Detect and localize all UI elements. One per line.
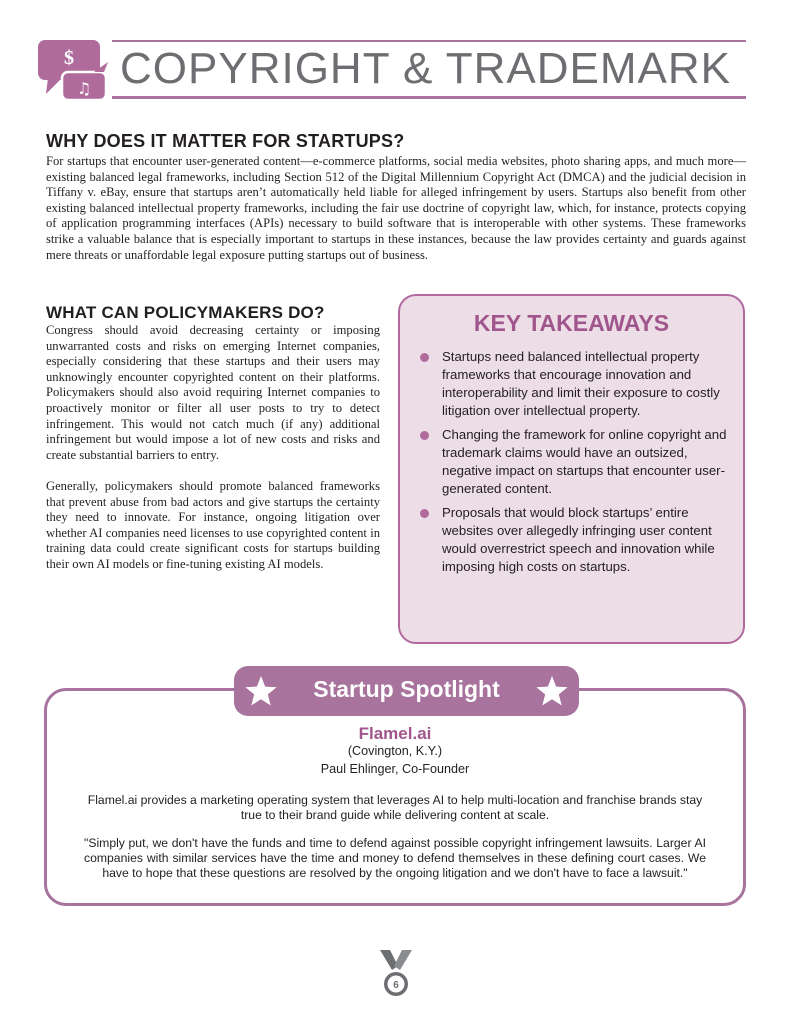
spotlight-description: Flamel.ai provides a marketing operating system that leverages AI to help multi-location and franchise brands stay true to their brand guide while delivering content at scale. xyxy=(87,793,703,822)
policy-paragraph-1: Congress should avoid decreasing certainty or imposing unwarranted costs and risks on emerging Internet companies, especially considering that these startups and their users may unknowingly encounter copyrighted content on their platforms. Policymakers should also avoid requiring Internet companies to proactively monitor or filter all user posts to try to detect infringement. This would not catch much (if any) additional infringement but would impose a lot of new costs and risks and create substantial barriers to entry. xyxy=(46,323,380,462)
svg-text:♫: ♫ xyxy=(76,79,92,98)
section-heading-why: WHY DOES IT MATTER FOR STARTUPS? xyxy=(46,131,405,151)
bullet-icon xyxy=(420,431,429,440)
spotlight-banner-label: Startup Spotlight xyxy=(313,676,500,702)
key-takeaways-title: KEY TAKEAWAYS xyxy=(473,310,670,336)
takeaway-text: Startups need balanced intellectual property frameworks that encourage innovation and interoperability and limit their exposure to costly litigation over intellectual property. xyxy=(442,349,720,418)
page-header xyxy=(38,38,746,100)
star-icon xyxy=(535,674,569,708)
key-takeaways-list xyxy=(418,348,728,582)
spotlight-quote: "Simply put, we don't have the funds and time to defend against possible copyright infringement lawsuits. Larger AI companies with similar services have the time and money to defend themselves in these defining court cases. We have to hope that these questions are resolved by the ongoing litigation and we don't have to face a lawsuit." xyxy=(84,836,706,880)
bullet-icon xyxy=(420,353,429,362)
takeaway-text: Proposals that would block startups’ entire websites over allegedly infringing user content would overrestrict speech and innovation while imposing high costs on startups. xyxy=(442,505,715,574)
medal-icon xyxy=(378,950,414,998)
takeaway-item xyxy=(418,504,728,576)
why-paragraph: For startups that encounter user-generated content—e-commerce platforms, social media websites, photo sharing apps, and much more—existing balanced legal frameworks, including Section 512 of the Digital Millennium Copyright Act (DMCA) and the judicial decision in Tiffany v. eBay, ensure that startups aren’t automatically held liable for alleged infringement by users. Startups also benefit from other existing balanced intellectual property frameworks, including the fair use doctrine of copyright law, which, for instance, protects copying of application programming interfaces (APIs) necessary to build software that is interoperable with other systems. These frameworks strike a valuable balance that is especially important to startups in these instances, because the law provides certainty and guards against mere threats or unaffordable legal exposure putting startups out of business. xyxy=(46,154,746,262)
takeaway-item xyxy=(418,426,728,498)
policy-paragraph-2: Generally, policymakers should promote balanced frameworks that prevent abuse from bad actors and give startups the certainty they need to innovate. For instance, ongoing litigation over whether AI companies need licenses to use copyrighted content in training data could create significant costs for startups building their own AI models or fine-tuning existing AI models. xyxy=(46,479,380,571)
spotlight-company-name: Flamel.ai xyxy=(358,724,432,743)
key-takeaways-box xyxy=(398,294,745,644)
startup-spotlight-banner xyxy=(234,666,579,716)
page-title: COPYRIGHT & TRADEMARK xyxy=(120,44,732,93)
spotlight-person: Paul Ehlinger, Co-Founder xyxy=(320,762,470,776)
header-rule-top xyxy=(112,40,746,42)
takeaway-text: Changing the framework for online copyright and trademark claims would have an outsized, negative impact on startups that encounter user-generated content. xyxy=(442,427,727,496)
svg-text:$: $ xyxy=(64,47,74,69)
takeaway-item xyxy=(418,348,728,420)
section-heading-policy: WHAT CAN POLICYMAKERS DO? xyxy=(46,303,325,322)
bullet-icon xyxy=(420,509,429,518)
header-rule-bottom xyxy=(112,96,746,99)
page-number: 6 xyxy=(393,980,399,991)
chat-bubbles-icon xyxy=(38,38,108,100)
spotlight-location: (Covington, K.Y.) xyxy=(347,744,443,758)
